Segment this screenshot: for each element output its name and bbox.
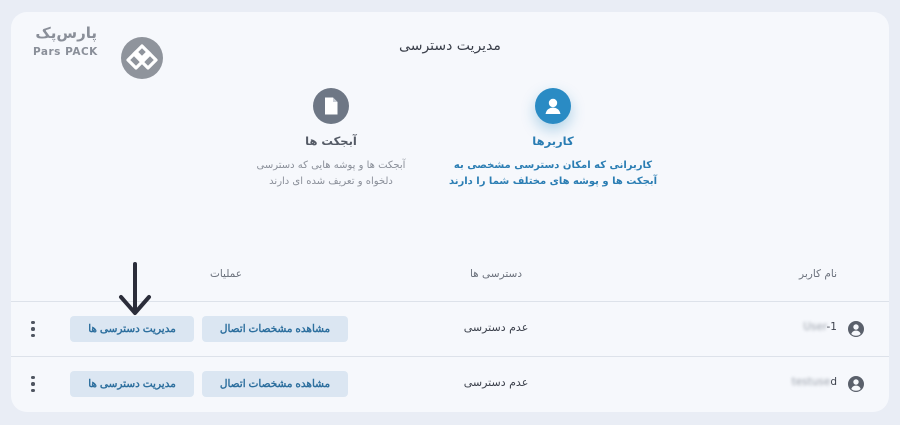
tab-users-label: کاربرها <box>532 134 574 148</box>
username-blurred: testuse <box>791 376 831 388</box>
logo-text-en: Pars PACK <box>33 46 98 58</box>
tab-objects-description: آبجکت ها و پوشه هایی که دسترسی دلخواه و تعریف شده ای دارند <box>256 160 406 187</box>
manage-access-button[interactable]: مدیریت دسترسی ها <box>70 316 194 342</box>
file-icon <box>313 88 349 124</box>
tab-users-description: کاربرانی که امکان دسترسی مشخصی به آبجکت ها و پوشه های مختلف شما را دارند <box>448 160 658 187</box>
access-value: عدم دسترسی <box>463 321 529 334</box>
user-avatar-icon <box>847 375 865 393</box>
more-options-icon[interactable] <box>27 372 39 396</box>
username <box>803 321 837 333</box>
user-avatar-icon <box>847 320 865 338</box>
user-icon <box>535 88 571 124</box>
access-management-card <box>11 12 889 412</box>
page-title: مدیریت دسترسی <box>399 38 501 54</box>
tab-objects-label: آبجکت ها <box>305 134 357 148</box>
manage-access-button[interactable]: مدیریت دسترسی ها <box>70 371 194 397</box>
username-blurred: User <box>803 321 827 333</box>
logo-text-fa: پارس‌پک <box>35 24 97 42</box>
access-value: عدم دسترسی <box>463 376 529 389</box>
view-connection-details-button[interactable]: مشاهده مشخصات اتصال <box>202 371 348 397</box>
username <box>792 376 837 388</box>
tab-objects[interactable] <box>246 88 416 190</box>
column-header-username: نام کاربر <box>799 268 837 280</box>
username-suffix: d <box>830 376 837 388</box>
column-header-actions: عملیات <box>209 268 243 280</box>
view-connection-details-button[interactable]: مشاهده مشخصات اتصال <box>202 316 348 342</box>
username-suffix: -1 <box>826 321 837 333</box>
tab-users[interactable] <box>443 88 663 190</box>
arrow-down-icon <box>117 262 153 318</box>
column-header-access: دسترسی ها <box>469 268 523 280</box>
table-row <box>11 357 889 411</box>
more-options-icon[interactable] <box>27 317 39 341</box>
